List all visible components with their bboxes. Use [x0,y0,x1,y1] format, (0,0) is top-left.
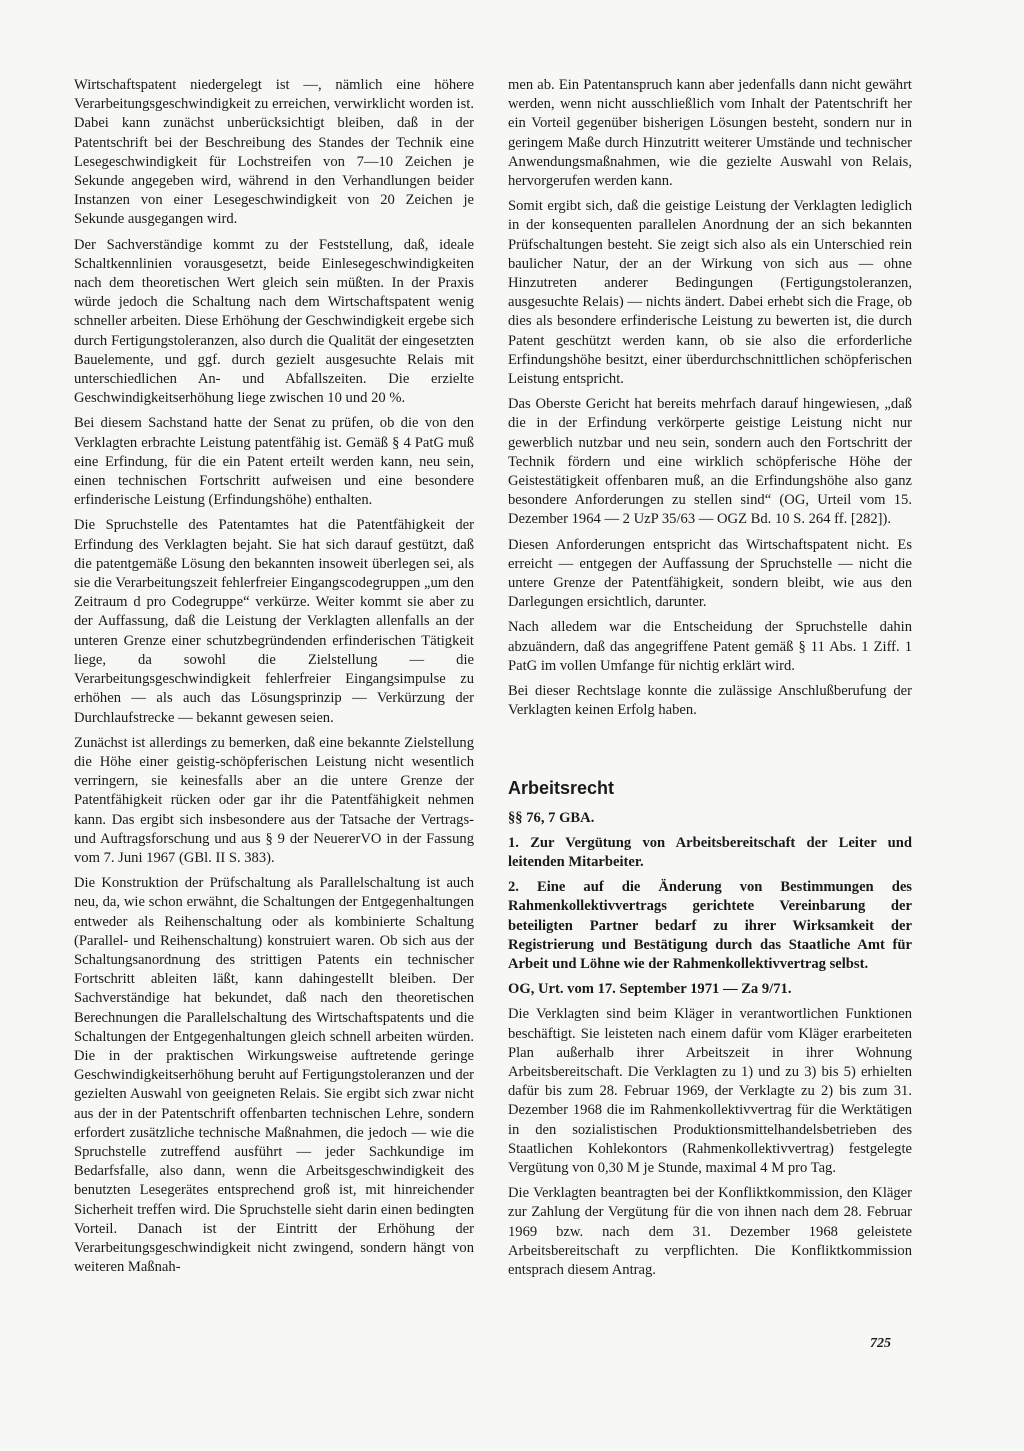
paragraph: Die Konstruktion der Prüfschaltung als Parallelschaltung ist auch neu, da, wie schon erwähnt, die Schaltungen der Entgegenhaltungen entweder als Reihenschaltung oder als kombinierte Schaltung (Parallel- und Reihenschaltung) konstruiert waren. Ob sich aus der Schaltungsanordnung des strittigen Patents ein technischer Fortschritt ableiten läßt, kann dahingestellt bleiben. Der Sachverständige hat bekundet, daß nach den theoretischen Berechnungen die Parallelschaltung des Wirtschaftspatents und die Schaltungen der Entgegenhaltungen gleich schnell arbeiten würden. Die in der praktischen Wirkungsweise auftretende geringe Geschwindigkeitserhöhung beruht auf Fertigungstoleranzen und der gezielten Auswahl von geeigneten Relais. Sie ergibt sich zwar nicht aus der in der Patentschrift offenbarten technischen Lehre, sondern erfordert zusätzliche technische Maßnahmen, die jedoch — wie die Spruchstelle zutreffend ausführt — jeder Sachkundige im Bedarfsfalle, also dann, wenn die Arbeitsgeschwindigkeit des benutzten Lesegerätes entsprechend groß ist, mit hinreichender Sicherheit treffen wird. Die Spruchstelle sieht darin einen bedingten Vorteil. Danach ist der Eintritt der Erhöhung der Verarbeitungsgeschwindigkeit nicht zwingend, sondern hängt von weiteren Maßnah- [74,875,474,1276]
paragraph: Diesen Anforderungen entspricht das Wirtschaftspatent nicht. Es erreicht — entgegen der Auffassung der Spruchstelle — nicht die untere Grenze der Patentfähigkeit, sondern bleibt, wie aus den Darlegungen ersichtlich, darunter. [508,536,912,611]
law-reference: §§ 76, 7 GBA. [508,809,595,826]
paragraph: Bei diesem Sachstand hatte der Senat zu prüfen, ob die von den Verklagten erbrachte Leistung patentfähig ist. Gemäß § 4 PatG muß eine Erfindung, für die ein Patent erteilt werden kann, neu sein, einen technischen Fortschritt aufweisen und eine besondere erfinderische Leistung (Erfindungshöhe) enthalten. [74,415,474,509]
headnote: 1. Zur Vergütung von Arbeitsbereitschaft der Leiter und leitenden Mitarbeiter. [508,834,912,870]
left-column [74,76,474,1283]
paragraph: Bei dieser Rechtslage konnte die zulässige Anschlußberufung der Verklagten keinen Erfolg haben. [508,683,912,719]
paragraph: Wirtschaftspatent niedergelegt ist —, nämlich eine höhere Verarbeitungsgeschwindigkeit zu erreichen, verwirklicht worden ist. Dabei kann zunächst unberücksichtigt bleiben, daß in der Patentschrift bei der Beschreibung des Standes der Technik eine Lesegeschwindigkeit für Lochstreifen von 7—10 Zeichen je Sekunde angegeben wird, während in den Verhandlungen beider Instanzen von einer Lesegeschwindigkeit von 20 Zeichen je Sekunde ausgegangen wird. [74,77,474,228]
paragraph: Der Sachverständige kommt zu der Feststellung, daß, ideale Schaltkennlinien vorausgesetzt, beide Einlesegeschwindigkeiten nach dem theoretischen Wert gleich sein müßten. In der Praxis würde jedoch die Schaltung nach dem Wirtschaftspatent wenig schneller arbeiten. Diese Erhöhung der Geschwindigkeit ergebe sich durch Fertigungstoleranzen, also durch die Qualität der eingesetzten Bauelemente, und ggf. durch gezielt ausgesuchte Relais mit unterschiedlichen An- und Abfallszeiten. Die erzielte Geschwindigkeitserhöhung liege zwischen 10 und 20 %. [74,236,474,407]
paragraph: Zunächst ist allerdings zu bemerken, daß eine bekannte Zielstellung die Höhe einer geistig-schöpferischen Leistung nicht wesentlich verringern, sie keinesfalls aber an die untere Grenze der Patentfähigkeit rücken oder gar ihr die Patentfähigkeit nehmen kann. Das ergibt sich insbesondere aus der Tatsache der Vertrags- und Auftragsforschung und aus § 9 der NeuererVO in der Fassung vom 7. Juni 1967 (GBl. II S. 383). [74,734,474,866]
section-title: Arbeitsrecht [508,777,615,798]
paragraph: men ab. Ein Patentanspruch kann aber jedenfalls dann nicht gewährt werden, wenn nicht ausschließlich vom Inhalt der Patentschrift her ein Vorteil gegenüber bisherigen Lösungen besteht, sondern nur in geringem Maße durch Hinzutritt weiterer Umstände und technischer Anwendungsmaßnahmen, wie die gezielte Auswahl von Relais, hervorgerufen werden kann. [508,77,912,190]
paragraph: Somit ergibt sich, daß die geistige Leistung der Verklagten lediglich in der konsequenten parallelen Anordnung der an sich bekannten Prüfschaltungen besteht. Sie zeigt sich also als ein Unterschied rein baulicher Natur, der an der Wirkung von sich aus — ohne Hinzutreten anderer Bedingungen (Fertigungstoleranzen, ausgesuchte Relais) — nichts ändert. Dabei erhebt sich die Frage, ob dies als besondere erfinderische Leistung zu bewerten ist, die durch Patent geschützt werden kann, ob sie also die erforderliche Erfindungshöhe besitzt, einer überdurchschnittlichen schöpferischen Leistung entspricht. [508,198,912,388]
court-reference: OG, Urt. vom 17. September 1971 — Za 9/71. [508,981,792,998]
paragraph: Nach alledem war die Entscheidung der Spruchstelle dahin abzuändern, daß das angegriffene Patent gemäß § 11 Abs. 1 Ziff. 1 PatG im vollen Umfange für nichtig erklärt wird. [508,619,912,674]
right-column [508,76,912,1286]
paragraph: Die Spruchstelle des Patentamtes hat die Patentfähigkeit der Erfindung des Verklagten bejaht. Sie hat sich darauf gestützt, daß die patentgemäße Lösung den bekannten insoweit überlegen sei, als sie die Verarbeitungszeit fehlerfreier Eingangscodegruppen „um den Zeitraum d pro Codegruppe“ verkürze. Weiter kommt sie aber zu der Auffassung, daß die Leistung der Verklagten allenfalls an der unteren Grenze einer schutzbegründenden erfinderischen Tätigkeit liege, da sowohl die Zielstellung — die Verarbeitungsgeschwindigkeit fehlerfreier Eingangsimpulse zu erhöhen — als auch das Lösungsprinzip — Verkürzung der Durchlaufstrecke — bekannt gewesen seien. [74,517,474,726]
page-number: 725 [870,1336,891,1351]
paragraph: Das Oberste Gericht hat bereits mehrfach darauf hingewiesen, „daß die in der Erfindung verkörperte geistige Leistung nicht nur gewerblich nutzbar und neu sein, sondern auch den Fortschritt der Technik fördern und eine wirklich schöpferische Höhe der Geistestätigkeit offenbaren muß, an die Erfindungshöhe also ganz besondere Anforderungen zu stellen sind“ (OG, Urteil vom 15. Dezember 1964 — 2 UzP 35/63 — OGZ Bd. 10 S. 264 ff. [282]). [508,396,912,528]
paragraph: Die Verklagten beantragten bei der Konfliktkommission, den Kläger zur Zahlung der Vergütung für die von ihnen nach dem 28. Februar 1969 bzw. nach dem 31. Dezember 1968 geleistete Arbeitsbereitschaft zu verpflichten. Die Konfliktkommission entsprach diesem Antrag. [508,1185,912,1278]
headnote: 2. Eine auf die Änderung von Bestimmungen des Rahmenkollektivvertrags gerichtete Vereinbarung der beteiligten Partner bedarf zu ihrer Wirksamkeit der Registrierung und Bestätigung durch das Staatliche Amt für Arbeit und Löhne wie der Rahmenkollektivvertrag selbst. [508,879,912,972]
paragraph: Die Verklagten sind beim Kläger in verantwortlichen Funktionen beschäftigt. Sie leisteten nach einem dafür vom Kläger erarbeiteten Plan außerhalb ihrer Arbeitszeit in ihrer Wohnung Arbeitsbereitschaft. Die Verklagten zu 1) und zu 3) bis 5) erhielten dafür bis zum 28. Februar 1969, der Verklagte zu 2) bis zum 31. Dezember 1968 die im Rahmenkollektivvertrag für die Werktätigen in den sozialistischen Produktionsmittelhandelsbetrieben des Staatlichen Kohlekontors (Rahmenkollektivvertrag) festgelegte Vergütung von 0,30 M je Stunde, maximal 4 M pro Tag. [508,1006,912,1176]
